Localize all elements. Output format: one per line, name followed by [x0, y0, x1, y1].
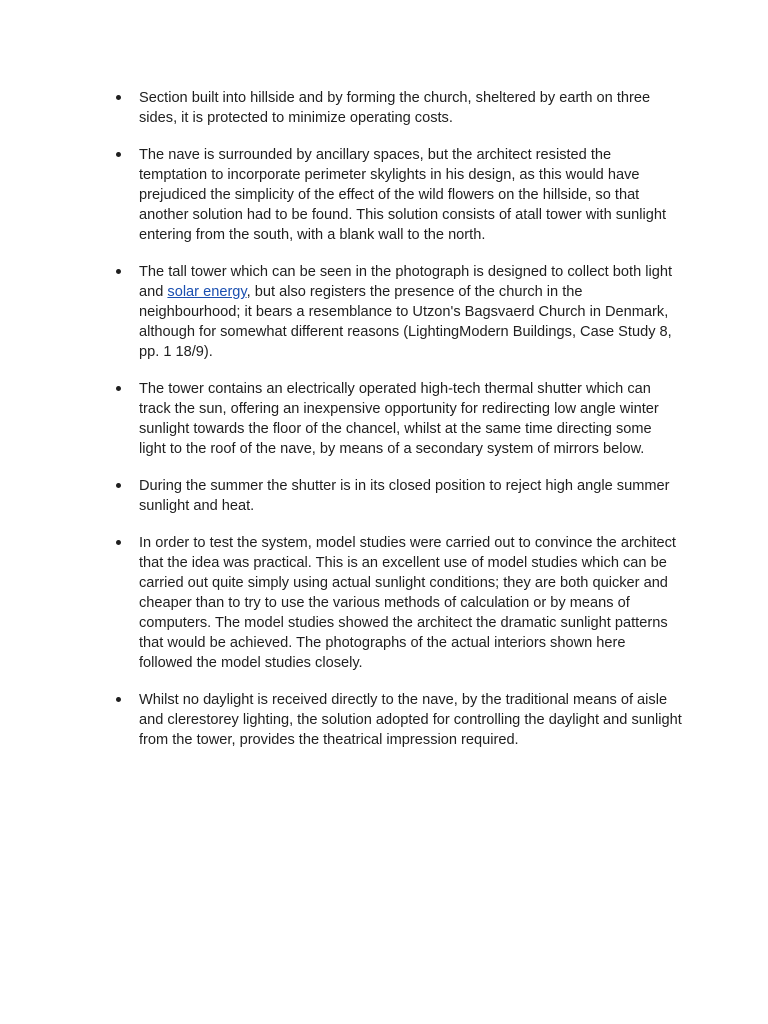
list-item — [112, 533, 682, 673]
list-item — [112, 145, 682, 245]
list-item-text-after: , but also registers the presence of the church in the neighbourhood; it bears a resemblance to Utzon's Bagsvaerd Church in Denmark, although for somewhat different reasons (LightingModern Buildings, Case Study 8, pp. 1 18/9). — [139, 284, 672, 360]
list-item-text-before: The tall tower which can be seen in the photograph is designed to collect both light and — [139, 264, 673, 300]
bullet-icon — [116, 483, 121, 488]
list-item — [112, 476, 682, 516]
bullet-icon — [116, 269, 121, 274]
list-item-text: The nave is surrounded by ancillary spaces, but the architect resisted the temptation to incorporate perimeter skylights in his design, as this would have prejudiced the simplicity of the effect of the wild flowers on the hillside, so that another solution had to be found. This solution consists of atall tower with sunlight entering from the south, with a blank wall to the north. — [139, 147, 667, 243]
bullet-icon — [116, 386, 121, 391]
list-item-text: During the summer the shutter is in its closed position to reject high angle summer sunlight and heat. — [139, 478, 670, 514]
list-item-text: Whilst no daylight is received directly to the nave, by the traditional means of aisle and clerestorey lighting, the solution adopted for controlling the daylight and sunlight from the tower, provides the theatrical impression required. — [139, 692, 682, 748]
list-item — [112, 262, 682, 362]
list-item — [112, 690, 682, 750]
list-item-text: The tower contains an electrically operated high-tech thermal shutter which can track the sun, offering an inexpensive opportunity for redirecting low angle winter sunlight towards the floor of the chancel, whilst at the same time directing some light to the roof of the nave, by means of a secondary system of mirrors below. — [139, 381, 659, 457]
bullet-list — [112, 88, 682, 767]
list-item-text: In order to test the system, model studies were carried out to convince the architect that the idea was practical. This is an excellent use of model studies which can be carried out quite simply using actual sunlight conditions; they are both quicker and cheaper than to try to use the various methods of calculation or by means of computers. The model studies showed the architect the dramatic sunlight patterns that would be achieved. The photographs of the actual interiors shown here followed the model studies closely. — [139, 535, 676, 671]
list-item-text — [139, 262, 682, 362]
list-item — [112, 88, 682, 128]
bullet-icon — [116, 697, 121, 702]
bullet-icon — [116, 152, 121, 157]
list-item — [112, 379, 682, 459]
list-item-text: Section built into hillside and by forming the church, sheltered by earth on three sides, it is protected to minimize operating costs. — [139, 90, 651, 126]
bullet-icon — [116, 540, 121, 545]
bullet-icon — [116, 95, 121, 100]
solar-energy-link[interactable]: solar energy — [167, 284, 247, 300]
